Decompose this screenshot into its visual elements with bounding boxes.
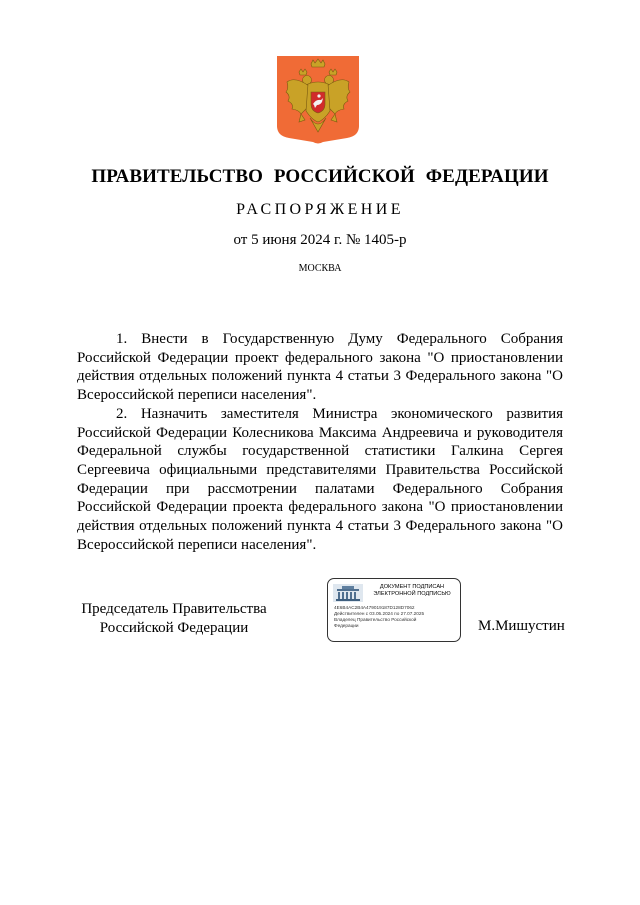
- government-building-icon: [333, 584, 363, 602]
- paragraph-1: 1. Внести в Государственную Думу Федерального Собрания Российской Федерации проект федерального закона "О приостановлении действия отдельных положений пункта 4 статьи 3 Федерального закона "О Всероссийской переписи населения".: [77, 331, 563, 404]
- document-body: [77, 330, 563, 554]
- signer-position: [74, 600, 274, 637]
- paragraph-2: 2. Назначить заместителя Министра экономического развития Российской Федерации Колесникова Максима Андреевича и руководителя Федеральной службы государственной статистики Галкина Сергея Сергеевича официальными представителями Правительства Российской Федерации при рассмотрении палатами Федерального Собрания Российской Федерации проекта федерального закона "О приостановлении действия отдельных положений пункта 4 статьи 3 Федерального закона "О Всероссийской переписи населения".: [77, 405, 563, 553]
- signer-position-line1: Председатель Правительства: [81, 601, 267, 617]
- government-title: ПРАВИТЕЛЬСТВО РОССИЙСКОЙ ФЕДЕРАЦИИ: [91, 166, 549, 187]
- stamp-details: [334, 605, 458, 629]
- document-city: МОСКВА: [298, 263, 342, 274]
- stamp-validity: Действителен с 03.05.2024 по 27.07.2025: [334, 611, 425, 616]
- russian-coat-of-arms-icon: [277, 56, 359, 145]
- stamp-title-line2: ЭЛЕКТРОННОЙ ПОДПИСЬЮ: [373, 591, 451, 597]
- stamp-title: [366, 584, 458, 598]
- stamp-serial: 4E6B4AC2B4A479019187D128D7062: [334, 605, 415, 610]
- electronic-signature-stamp: [327, 578, 461, 642]
- stamp-title-line1: ДОКУМЕНТ ПОДПИСАН: [379, 584, 445, 590]
- stamp-owner-line2: Федерации: [334, 623, 359, 628]
- signer-position-line2: Российской Федерации: [99, 619, 249, 636]
- stamp-owner-line1: Владелец Правительство Российской: [334, 617, 417, 622]
- signer-name: М.Мишустин: [478, 618, 565, 634]
- document-date-number: от 5 июня 2024 г. № 1405-р: [233, 232, 407, 248]
- document-type: РАСПОРЯЖЕНИЕ: [236, 201, 404, 218]
